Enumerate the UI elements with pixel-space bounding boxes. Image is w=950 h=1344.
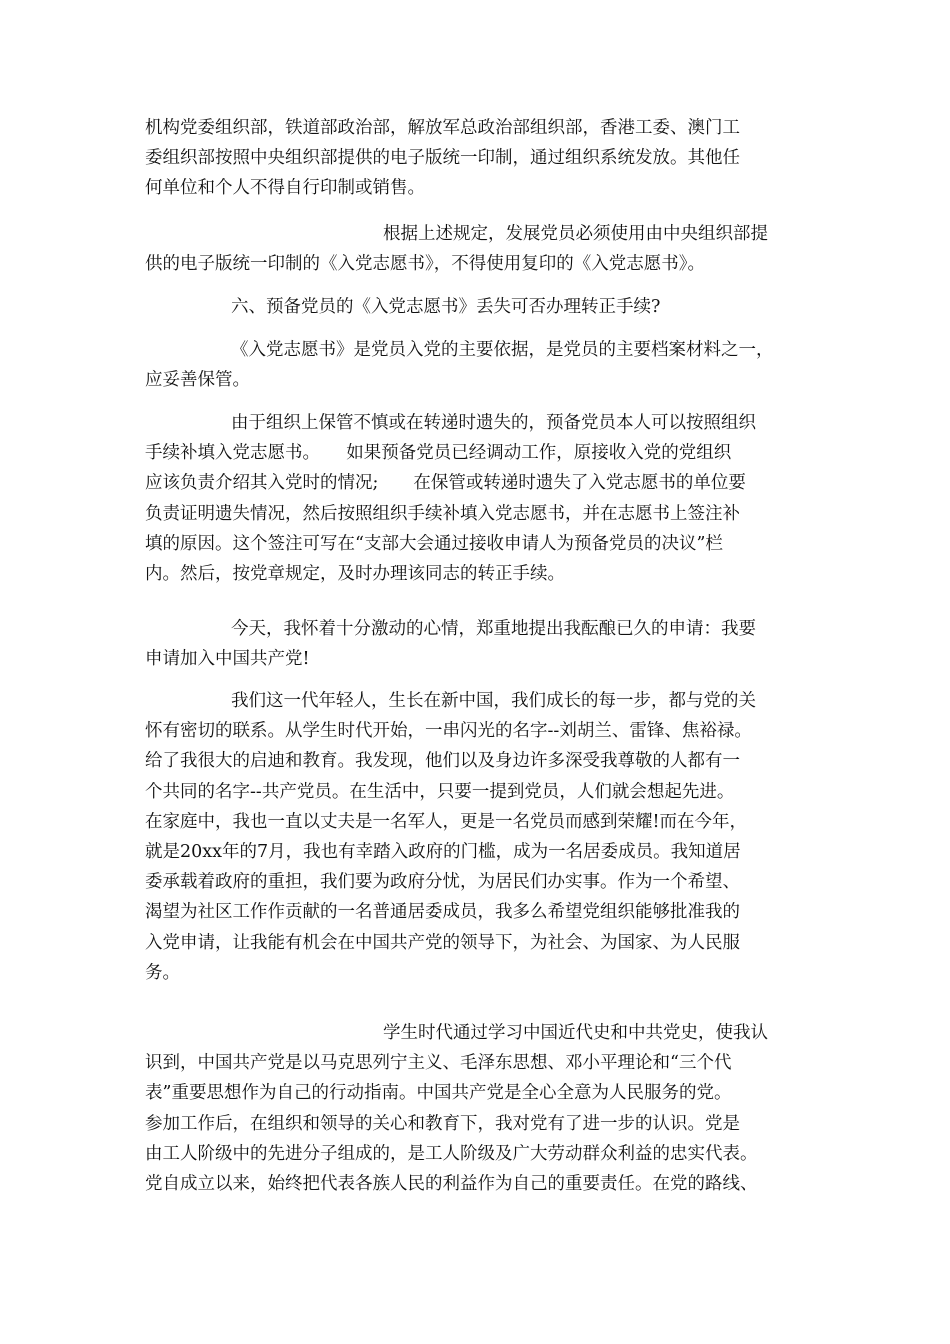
paragraph-1 xyxy=(145,113,740,204)
paragraph-5 xyxy=(145,408,756,589)
text-line: 给了我很大的启迪和教育。我发现，他们以及身边许多深受我尊敬的人都有一 xyxy=(145,751,740,772)
text-line: 机构党委组织部，铁道部政治部，解放军总政治部组织部，香港工委、澳门工 xyxy=(145,118,740,138)
text-line: 何单位和个人不得自行印制或销售。 xyxy=(145,178,425,199)
text-line: 填的原因。这个签注可写在“支部大会通过接收申请人为预备党员的决议”栏 xyxy=(145,533,723,554)
text-line: 由工人阶级中的先进分子组成的，是工人阶级及广大劳动群众利益的忠实代表。 xyxy=(145,1143,758,1164)
text-line: 负责证明遗失情况，然后按照组织手续补填入党志愿书，并在志愿书上签注补 xyxy=(145,503,740,524)
text-line: 就是20xx年的7月，我也有幸踏入政府的门槛，成为一名居委成员。我知道居 xyxy=(145,841,741,862)
text-line: 在家庭中，我也一直以丈夫是一名军人，更是一名党员而感到荣耀!而在今年， xyxy=(145,811,748,832)
text-line: 学生时代通过学习中国近代史和中共党史，使我认 xyxy=(383,1023,768,1043)
text-line: 渴望为社区工作作贡献的一名普通居委成员，我多么希望党组织能够批准我的 xyxy=(145,902,740,923)
text-line: 申请加入中国共产党! xyxy=(145,649,310,670)
text-line: 怀有密切的联系。从学生时代开始，一串闪光的名字--刘胡兰、雷锋、焦裕禄。 xyxy=(145,721,752,742)
text-line: 手续补填入党志愿书。 如果预备党员已经调动工作，原接收入党的党组织 xyxy=(145,443,732,464)
text-line: 表”重要思想作为自己的行动指南。中国共产党是全心全意为人民服务的党。 xyxy=(145,1083,732,1104)
text-line: 内。然后，按党章规定，及时办理该同志的转正手续。 xyxy=(145,563,565,584)
text-line: 入党申请，让我能有机会在中国共产党的领导下，为社会、为国家、为人民服 xyxy=(145,932,740,953)
text-line: 应该负责介绍其入党时的情况; 在保管或转递时遗失了入党志愿书的单位要 xyxy=(145,473,746,494)
text-line: 识到，中国共产党是以马克思列宁主义、毛泽东思想、邓小平理论和“三个代 xyxy=(145,1053,732,1074)
text-line: 六、预备党员的《入党志愿书》丢失可否办理转正手续? xyxy=(231,297,661,317)
text-line: 供的电子版统一印制的《入党志愿书》，不得使用复印的《入党志愿书》。 xyxy=(145,254,705,275)
text-line: 根据上述规定，发展党员必须使用由中央组织部提 xyxy=(383,224,768,244)
text-line: 今天，我怀着十分激动的心情，郑重地提出我酝酿已久的申请：我要 xyxy=(231,619,756,639)
paragraph-2 xyxy=(145,219,768,279)
paragraph-3 xyxy=(145,292,660,322)
text-line: 参加工作后，在组织和领导的关心和教育下，我对党有了进一步的认识。党是 xyxy=(145,1113,740,1134)
text-line: 委承载着政府的重担，我们要为政府分忧，为居民们办实事。作为一个希望、 xyxy=(145,872,740,893)
text-line: 党自成立以来，始终把代表各族人民的利益作为自己的重要责任。在党的路线、 xyxy=(145,1173,758,1194)
text-line: 由于组织上保管不慎或在转递时遗失的，预备党员本人可以按照组织 xyxy=(231,413,756,433)
text-line: 务。 xyxy=(145,962,180,983)
text-line: 委组织部按照中央组织部提供的电子版统一印制，通过组织系统发放。其他任 xyxy=(145,148,740,169)
text-line: 我们这一代年轻人，生长在新中国，我们成长的每一步，都与党的关 xyxy=(231,691,756,711)
paragraph-6 xyxy=(145,614,756,674)
text-line: 《入党志愿书》是党员入党的主要依据，是党员的主要档案材料之一， xyxy=(231,340,774,360)
text-line: 应妥善保管。 xyxy=(145,370,250,391)
paragraph-7 xyxy=(145,686,756,988)
paragraph-4 xyxy=(145,335,774,395)
paragraph-8 xyxy=(145,1018,768,1199)
text-line: 个共同的名字--共产党员。在生活中，只要一提到党员，人们就会想起先进。 xyxy=(145,781,735,802)
